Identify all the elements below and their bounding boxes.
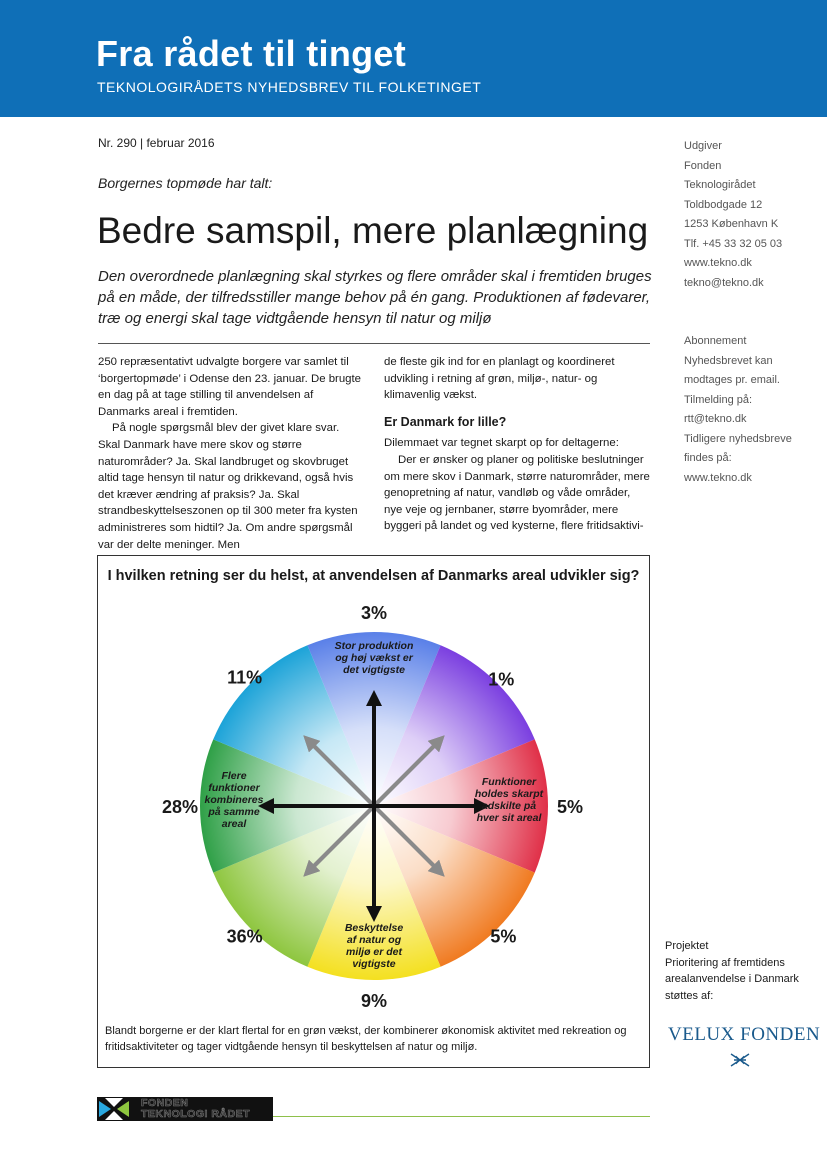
percent-label: 5% [556,797,584,817]
article-column-2 [384,354,650,535]
article-column-1 [98,354,364,553]
publisher-line: Fonden [684,159,722,172]
chart-title: I hvilken retning ser du helst, at anvendelsen af Danmarks areal udvikler sig? [107,568,640,584]
body-paragraph: Dilemmaet var tegnet skarpt op for deltagerne: [384,437,619,450]
pole-label-line: adskilte på [481,800,537,812]
body-paragraph: de fleste gik ind for en planlagt og koordineret udvikling i retning af grøn, miljø-, natur- og klimavenlig vækst. [384,356,615,402]
issue-number: Nr. 290 | februar 2016 [98,136,215,150]
logo-line: TEKNOLOGI RÅDET [141,1108,250,1120]
divider [98,343,650,344]
pole-label-line: Beskyttelse [344,922,404,934]
chart-caption: Blandt borgerne er der klart flertal for en grøn vækst, der kombinerer økonomisk aktivitet med rekreation og fritidsaktiviteter og tager vidtgående hensyn til beskyttelsen af natur og miljø. [105,1025,627,1053]
pole-label-line: miljø er det [345,946,403,958]
body-paragraph: 250 repræsentativt udvalgte borgere var samlet til ‘borgertopmøde’ i Odense den 23. januar. De brugte en dag på at tage stilling til anvendelsen af Danmarks areal i fremtiden. [98,356,361,418]
pole-label-line: hver sit areal [476,812,542,824]
subscription-line: Tidligere nyhedsbreve [684,432,792,445]
subscription-line: Nyhedsbrevet kan [684,354,773,367]
percent-label: 3% [360,603,388,623]
project-info [665,938,825,1004]
publisher-line: Teknologirådet [684,179,756,191]
percent-label: 5% [490,926,517,947]
kicker: Borgernes topmøde har talt: [98,175,273,191]
publisher-email[interactable]: tekno@tekno.dk [684,276,764,289]
pole-label-line: Funktioner [481,776,537,788]
publisher-line: Toldbodgade 12 [684,198,763,211]
subscription-line: findes på: [684,452,732,464]
newsletter-title: Fra rådet til tinget [96,33,407,74]
percent-label: 1% [488,669,515,690]
subscription-line: Tilmelding på: [684,393,753,406]
sponsor-emblem-icon [730,1053,750,1067]
pole-label-line: Flere [221,770,247,782]
newsletter-subtitle: TEKNOLOGIRÅDETS NYHEDSBREV TIL FOLKETINGET [97,79,482,95]
subscription-heading: Abonnement [684,335,747,347]
percent-label: 36% [226,926,263,947]
publisher-line: 1253 København K [684,218,779,230]
pole-label-line: kombineres [204,794,264,806]
lead-paragraph: Den overordnede planlægning skal styrkes og flere områder skal i fremtiden bruges på en måde, der tilfredsstiller mange behov på én gang. Produktionen af fødevarer, træ og energi skal tage vidtgående hensyn til natur og miljø [98,268,652,327]
teknologiraadet-logo [97,1097,273,1121]
headline: Bedre samspil, mere planlægning [97,210,649,251]
section-heading: Er Danmark for lille? [384,414,507,429]
subscription-link[interactable]: www.tekno.dk [684,471,752,484]
pole-label-line: areal [221,818,247,830]
footer-divider [273,1116,650,1117]
percent-label: 28% [161,797,199,817]
pole-label-line: vigtigste [352,958,396,970]
sponsor-logo-text: VELUX FONDEN [668,1024,821,1045]
masthead [0,0,827,117]
subscription-line: modtages pr. email. [684,374,780,386]
pole-label-line: af natur og [346,934,402,946]
body-paragraph: Der er ønsker og planer og politiske beslutninger om mere skov i Danmark, større naturområder, mere genopretning af natur, vandløb og våde områder, nye veje og jernbaner, større byområder, mere byggeri på landet og ved kysterne, flere fritidsaktivi- [384,453,650,533]
pole-label-line: funktioner [208,782,260,794]
subscription-info [684,332,824,488]
pole-label-line: det vigtigste [343,664,405,676]
pole-label-line: og høj vækst er [335,652,413,664]
project-heading: Projektet [665,940,709,952]
logo-line: FONDEN [141,1097,189,1109]
direction-wheel-chart [98,596,651,1021]
publisher-info [684,137,824,293]
pole-label-line: holdes skarpt [474,788,544,800]
subscription-email[interactable]: rtt@tekno.dk [684,413,747,425]
survey-figure [97,555,650,1068]
publisher-link[interactable]: www.tekno.dk [684,257,752,269]
logo-text [141,1098,250,1120]
publisher-line: Tlf. +45 33 32 05 03 [684,237,783,250]
publisher-heading: Udgiver [684,140,722,152]
percent-label: 11% [227,667,263,688]
body-paragraph: På nogle spørgsmål blev der givet klare svar. Skal Danmark have mere skov og større naturområder? Ja. Skal landbruget og skovbruget altid tage hensyn til natur og drikkevand, også hvis det kræver ændring af praksis? Ja. Skal strandbeskyttelseszonen op til 300 meter fra kysten administreres som hidtil? Ja. Om andre spørgsmål var der delte meninger. Men [98,422,358,551]
logo-emblem-icon [97,1097,131,1121]
pole-label-line: Stor produktion [334,640,414,652]
pole-label-line: på samme [208,806,260,818]
percent-label: 9% [360,991,388,1011]
project-text: Prioritering af fremtidens arealanvendelse i Danmark støttes af: [665,956,799,1002]
